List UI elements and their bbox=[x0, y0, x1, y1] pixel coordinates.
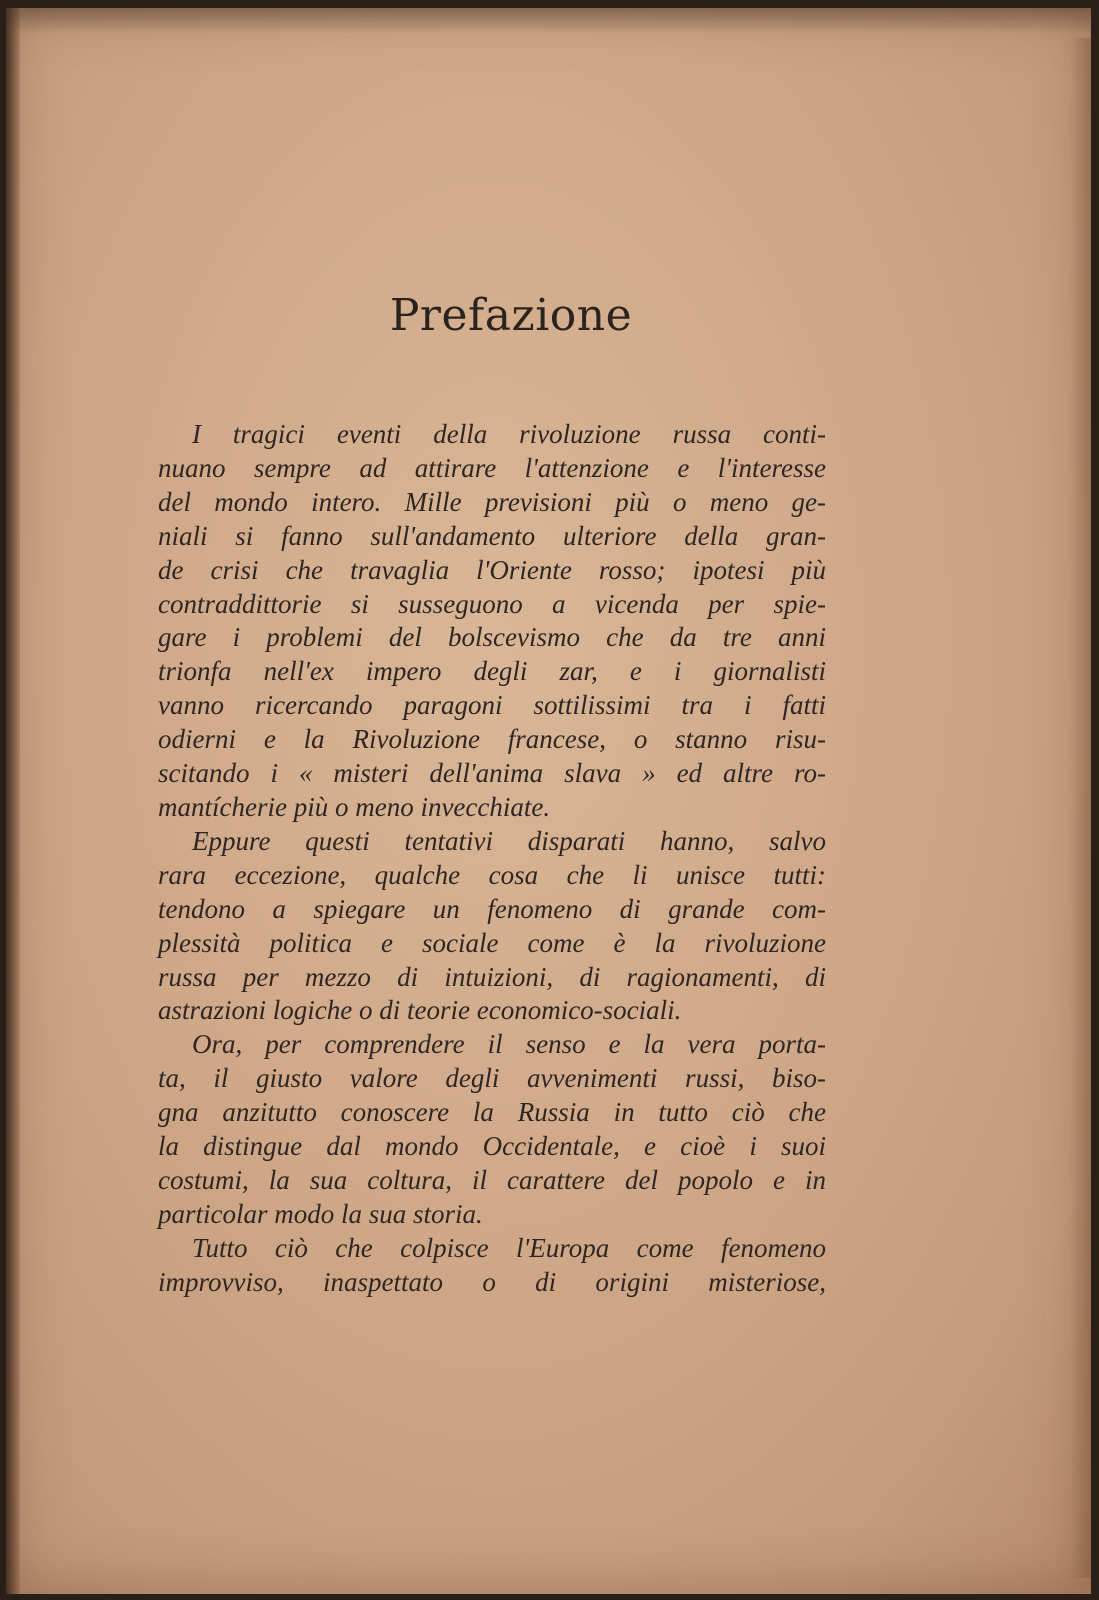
text-line: niali si fanno sull'andamento ulteriore della gran- bbox=[158, 520, 826, 551]
text-line: Eppure questi tentativi disparati hanno, salvo bbox=[192, 825, 826, 856]
text-line: astrazioni logiche o di teorie economico-sociali. bbox=[158, 995, 682, 1026]
text-line: de crisi che travaglia l'Oriente rosso; ipotesi più bbox=[158, 554, 826, 585]
text-line: Tutto ciò che colpisce l'Europa come fenomeno bbox=[192, 1232, 826, 1263]
text-line: la distingue dal mondo Occidentale, e cioè i suoi bbox=[158, 1131, 826, 1162]
text-line: scitando i « misteri dell'anima slava » ed altre ro- bbox=[158, 758, 826, 789]
text-line: tendono a spiegare un fenomeno di grande com- bbox=[158, 893, 826, 924]
text-line: russa per mezzo di intuizioni, di ragionamenti, di bbox=[158, 961, 826, 992]
text-line: contraddittorie si susseguono a vicenda per spie- bbox=[158, 588, 826, 619]
page-right-edge bbox=[1069, 38, 1091, 1578]
text-line: trionfa nell'ex impero degli zar, e i giornalisti bbox=[158, 656, 826, 687]
preface-body bbox=[158, 418, 826, 1300]
text-line: improvviso, inaspettato o di origini misteriose, bbox=[158, 1266, 826, 1297]
book-page bbox=[6, 8, 1091, 1594]
text-line: mantícherie più o meno invecchiate. bbox=[158, 791, 551, 822]
text-line: odierni e la Rivoluzione francese, o stanno risu- bbox=[158, 724, 826, 755]
book-spine bbox=[6, 8, 20, 1594]
text-line: ta, il giusto valore degli avvenimenti russi, biso- bbox=[158, 1063, 826, 1094]
text-line: gna anzitutto conoscere la Russia in tutto ciò che bbox=[158, 1097, 826, 1128]
text-line: plessità politica e sociale come è la rivoluzione bbox=[158, 927, 826, 958]
text-line: I tragici eventi della rivoluzione russa conti- bbox=[192, 419, 826, 449]
text-line: particolar modo la sua storia. bbox=[158, 1198, 483, 1229]
page-title: Prefazione bbox=[389, 290, 633, 341]
text-line: rara eccezione, qualche cosa che li unisce tutti: bbox=[158, 859, 826, 890]
text-line: vanno ricercando paragoni sottilissimi tra i fatti bbox=[158, 690, 826, 721]
text-line: del mondo intero. Mille previsioni più o meno ge- bbox=[158, 486, 826, 517]
text-line: gare i problemi del bolscevismo che da tre anni bbox=[158, 622, 826, 653]
text-line: costumi, la sua coltura, il carattere del popolo e in bbox=[158, 1164, 826, 1195]
page-top-edge bbox=[6, 8, 1091, 34]
text-line: nuano sempre ad attirare l'attenzione e l'interesse bbox=[158, 452, 826, 483]
text-line: Ora, per comprendere il senso e la vera porta- bbox=[192, 1029, 826, 1060]
